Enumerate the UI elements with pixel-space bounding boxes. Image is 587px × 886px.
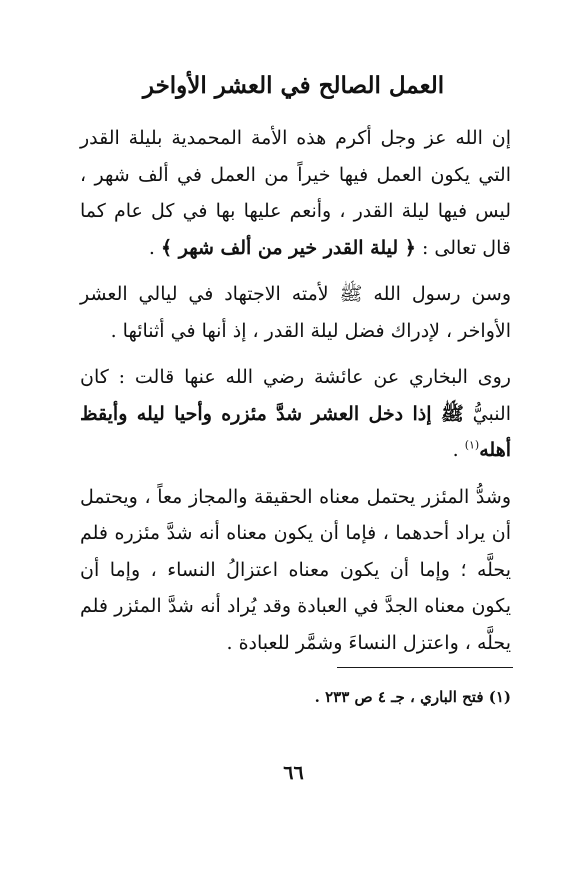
paragraph-gap — [80, 349, 511, 359]
paragraph-4: وشدُّ المئزر يحتمل معناه الحقيقة والمجاز معاً ، ويحتمل أن يراد أحدهما ، فإما أن يكون معناه أنه شدَّ مئزره فلم يحلَّه ؛ وإما أن يكون معناه اعتزالُ النساء ، وإما أن يكون معناه الجدَّ في العبادة وقد يُراد أنه شدَّ المئزر فلم يحلَّه ، واعتزل النساءَ وشمَّر للعبادة . — [80, 485, 511, 654]
paragraph-1 — [80, 120, 511, 266]
footnote-reference: (١) — [464, 438, 480, 452]
page-number: ٦٦ — [283, 762, 304, 784]
paragraph-gap — [80, 469, 511, 479]
paragraph-3 — [80, 359, 511, 469]
paragraph-2: وسن رسول الله ﷺ لأمته الاجتهاد في ليالي العشر الأواخر ، لإدراك فضل ليلة القدر ، إذ أنها في أثنائها . — [80, 283, 511, 342]
hadith-quote: ﷺ إذا دخل العشر شدَّ مئزره وأحيا ليله وأيقظ أهله — [80, 402, 511, 461]
paragraph-1-text: إن الله عز وجل أكرم هذه الأمة المحمدية بليلة القدر التي يكون العمل فيها خيراً من العمل في ألف شهر ، ليس فيها ليلة القدر ، وأنعم عليها بها في كل عام كما قال تعالى : — [80, 127, 511, 259]
paragraph-1-tail: . — [148, 236, 162, 259]
page-body — [80, 120, 511, 661]
footnote-divider — [337, 667, 513, 668]
page-title: العمل الصالح في العشر الأواخر — [142, 72, 445, 99]
paragraph-gap — [80, 266, 511, 276]
footnote: (١) فتح الباري ، جـ ٤ ص ٢٣٣ . — [314, 688, 511, 706]
paragraph-3-intro: روى البخاري عن عائشة رضي الله عنها قالت : كان النبيُّ — [80, 366, 511, 425]
paragraph-3-tail: . — [452, 439, 465, 461]
quran-quote: ﴿ ليلة القدر خير من ألف شهر ﴾ — [161, 236, 416, 259]
